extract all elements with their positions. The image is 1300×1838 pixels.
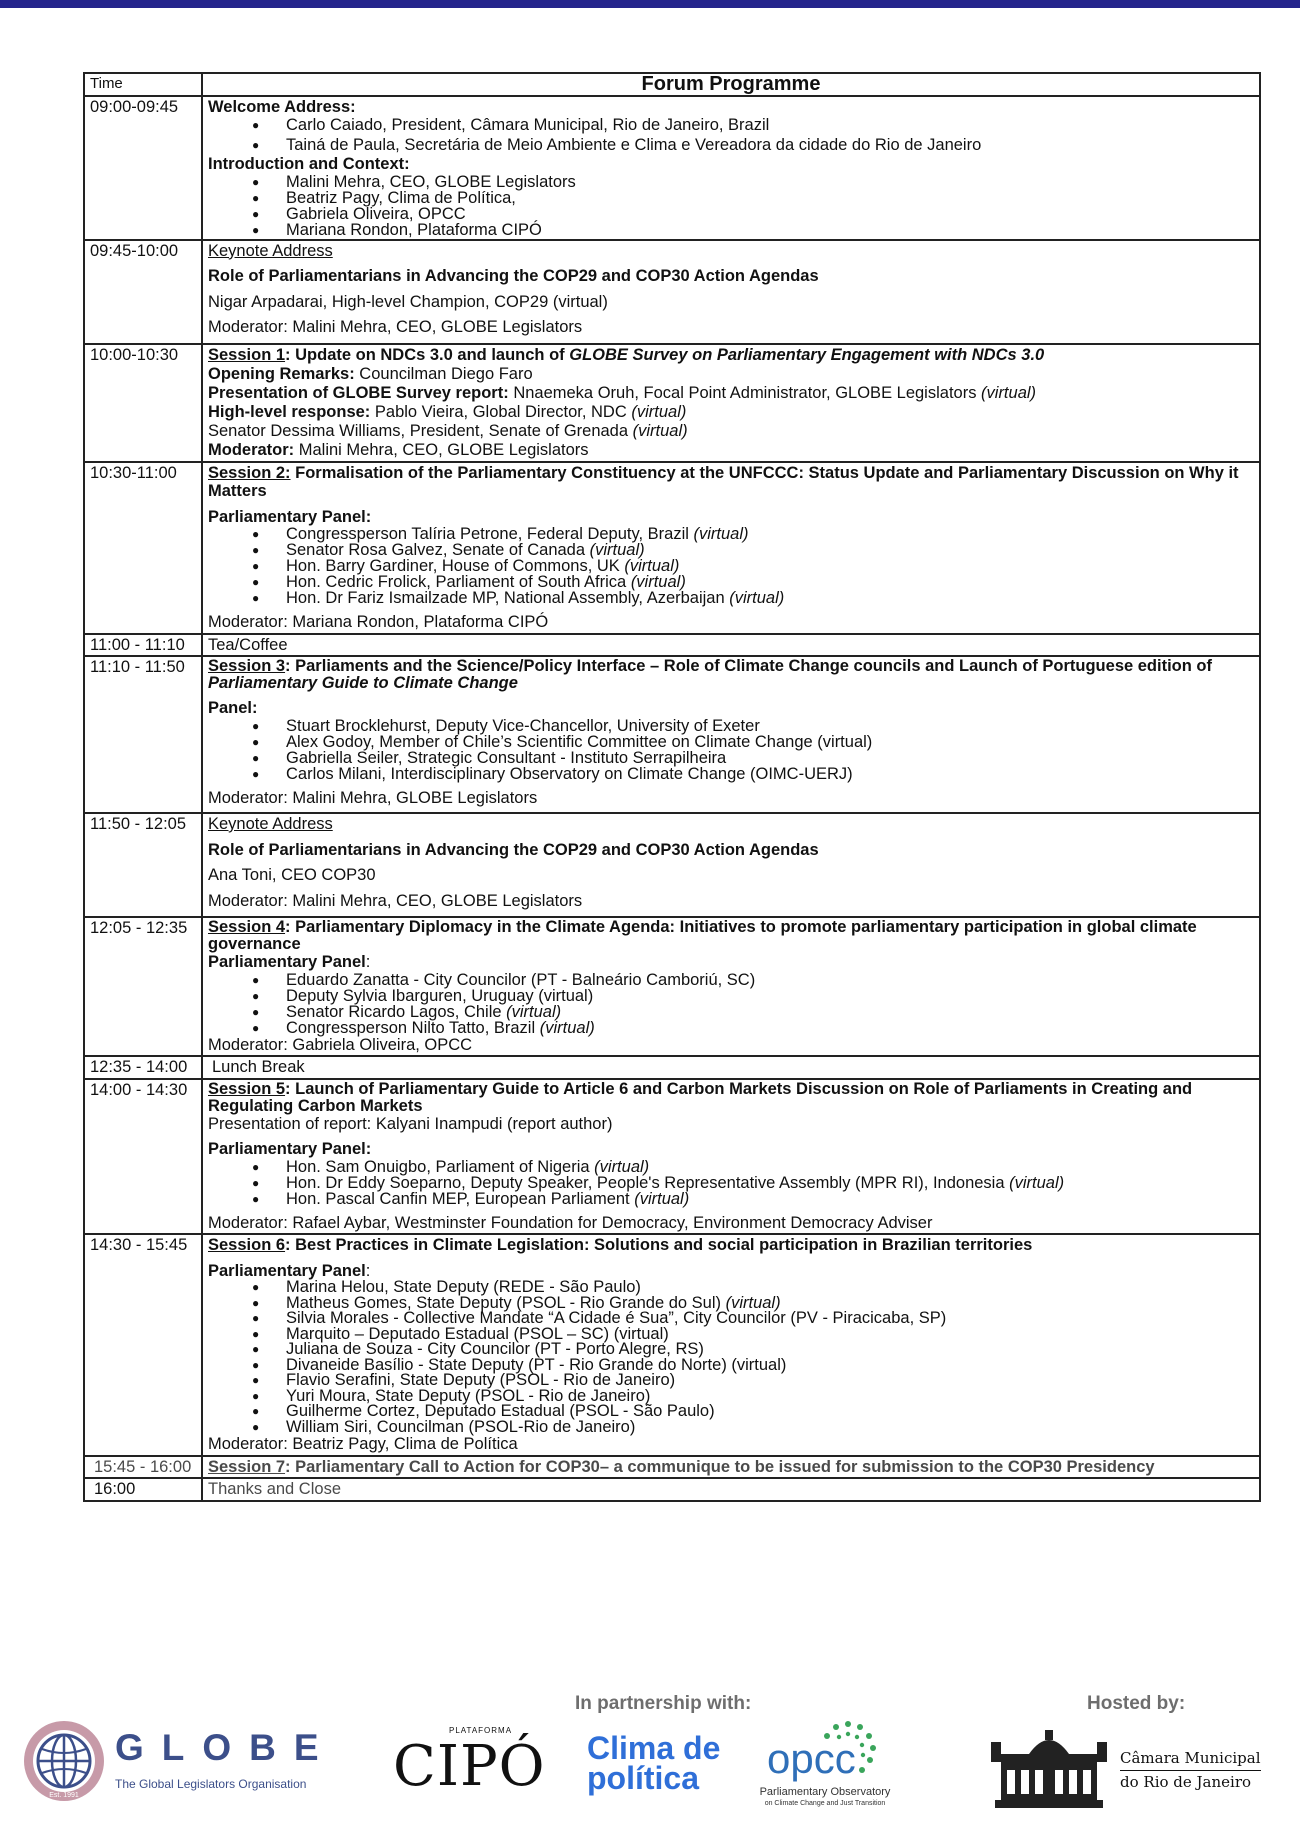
list-item: ● Senator Ricardo Lagos, Chile (virtual) [208,1004,1254,1020]
row-time: 12:35 - 14:00 [84,1056,202,1079]
row-time: 09:00-09:45 [84,96,202,240]
moderator: Moderator: Rafael Aybar, Westminster Foundation for Democracy, Environment Democracy Adviser [208,1213,933,1232]
camara-wordmark: Câmara Municipal do Rio de Janeiro [1120,1747,1261,1794]
table-row [84,1456,1260,1479]
moderator: Moderator: Mariana Rondon, Plataforma CIPÓ [208,613,549,631]
panel-title: Parliamentary Panel: [208,507,372,526]
table-row [84,96,1260,240]
table-row [84,634,1260,657]
row-time: 16:00 [84,1478,202,1501]
cipo-wordmark: CIPÓ [393,1734,546,1799]
list-item: ● Juliana de Souza - City Councilor (PT - Porto Alegre, RS) [208,1342,1254,1358]
top-accent-bar [0,0,1300,8]
panel-list [208,972,1254,1036]
session-label: Session 1 [208,345,286,364]
session-label: Session 3 [208,657,286,675]
welcome-list [208,116,1254,154]
session-title: Session 5: Launch of Parliamentary Guide to Article 6 and Carbon Markets Discussion on Role of Parliaments in Creating and Regulating Carbon Markets [208,1079,1193,1115]
row-time: 11:10 - 11:50 [84,656,202,813]
camara-building-icon [985,1728,1113,1814]
row-time: 09:45-10:00 [84,240,202,344]
time-header: Time [84,73,202,96]
intro-title: Introduction and Context: [208,155,410,173]
session-kind: Keynote Address [208,815,333,833]
list-item: ● Guilherme Cortez, Deputado Estadual (PSOL - São Paulo) [208,1404,1254,1420]
cipo-logo [393,1720,558,1810]
row-time: 15:45 - 16:00 [84,1456,202,1479]
moderator: Moderator: Malini Mehra, CEO, GLOBE Legislators [208,891,583,910]
panel-title: Parliamentary Panel: [208,1140,372,1158]
moderator: Moderator: Malini Mehra, CEO, GLOBE Legislators [208,318,583,336]
list-item: ● Deputy Sylvia Ibarguren, Uruguay (virtual) [208,988,1254,1004]
opcc-wordmark: opcc [767,1735,856,1782]
panel-title: Parliamentary Panel: [208,1261,371,1280]
panel-list [208,1280,1254,1435]
row-content [202,1079,1260,1235]
list-item: ● Hon. Dr Eddy Soeparno, Deputy Speaker, People's Representative Assembly (MPR RI), Indonesia (virtual) [208,1175,1254,1191]
partnership-label: In partnership with: [575,1693,752,1714]
row-content [202,656,1260,813]
list-item: ● Hon. Cedric Frolick, Parliament of South Africa (virtual) [208,574,1254,590]
programme-header: Forum Programme [202,73,1260,96]
list-item: ● Yuri Moura, State Deputy (PSOL - Rio de Janeiro) [208,1389,1254,1405]
list-item: ● Tainá de Paula, Secretária de Meio Ambiente e Clima e Vereadora da cidade do Rio de Janeiro [208,136,1254,155]
list-item: ● Hon. Sam Onuigbo, Parliament of Nigeria (virtual) [208,1159,1254,1175]
panel-list [208,526,1254,606]
list-item: ● Carlos Milani, Interdisciplinary Observatory on Climate Change (OIMC-UERJ) [208,766,1254,782]
session-label: Session 2: [208,463,291,482]
session-label: Session 5 [208,1079,286,1098]
list-item: ● Hon. Dr Fariz Ismailzade MP, National Assembly, Azerbaijan (virtual) [208,590,1254,606]
table-row [84,1079,1260,1235]
footer-logos [0,1665,1300,1838]
list-item: ● Stuart Brocklehurst, Deputy Vice-Chancellor, University of Exeter [208,718,1254,734]
row-time: 12:05 - 12:35 [84,917,202,1056]
list-item: ● Senator Rosa Galvez, Senate of Canada (virtual) [208,542,1254,558]
list-item: ● Hon. Pascal Canfin MEP, European Parliament (virtual) [208,1191,1254,1207]
table-row [84,917,1260,1056]
row-time: 11:50 - 12:05 [84,813,202,917]
globe-tagline: The Global Legislators Organisation [115,1777,307,1791]
list-item: ● Marina Helou, State Deputy (REDE - São Paulo) [208,1280,1254,1296]
table-row [84,240,1260,344]
list-item: ● Flavio Serafini, State Deputy (PSOL - Rio de Janeiro) [208,1373,1254,1389]
row-time: 11:00 - 11:10 [84,634,202,657]
session-title: Session 2: Formalisation of the Parliamentary Constituency at the UNFCCC: Status Update and Parliamentary Discussion on Why it Matters [208,463,1239,500]
session-title: Session 4: Parliamentary Diplomacy in the Climate Agenda: Initiatives to promote parliamentary participation in global climate governance [208,918,1197,953]
moderator: Moderator: Beatriz Pagy, Clima de Política [208,1435,518,1453]
globe-logo [22,1717,337,1807]
session-title: Session 6: Best Practices in Climate Legislation: Solutions and social participation in Brazilian territories [208,1236,1033,1254]
row-content: Lunch Break [202,1056,1260,1079]
opening-remarks: Opening Remarks: Councilman Diego Faro [208,364,533,383]
panel-title: Panel: [208,699,258,717]
clima-de-politica-logo [587,1730,737,1813]
survey-title: GLOBE Survey on Parliamentary Engagement with NDCs 3.0 [569,345,1045,364]
table-row [84,344,1260,462]
speaker: Nigar Arpadarai, High-level Champion, COP29 (virtual) [208,292,608,311]
list-item: ● Silvia Morales - Collective Mandate “A Cidade é Sua”, City Councilor (PV - Piracicaba, SP) [208,1311,1254,1327]
session-label: Session 6 [208,1236,286,1254]
opcc-logo [755,1720,925,1820]
camara-logo [985,1720,1275,1820]
list-item: ● Carlo Caiado, President, Câmara Municipal, Rio de Janeiro, Brazil [208,116,1254,135]
list-item: ● Marquito – Deputado Estadual (PSOL – SC) (virtual) [208,1327,1254,1343]
opcc-subtitle: Parliamentary Observatory on Climate Change and Just Transition [759,1786,891,1807]
list-item: ● Matheus Gomes, State Deputy (PSOL - Rio Grande do Sul) (virtual) [208,1296,1254,1312]
row-content [202,96,1260,240]
svg-text:Est. 1991: Est. 1991 [49,1792,79,1799]
table-row [84,1234,1260,1456]
session-title: Session 3: Parliaments and the Science/Policy Interface – Role of Climate Change councils and Launch of Portuguese edition of Parliamentary Guide to Climate Change [208,657,1212,692]
session-title: Session 7: Parliamentary Call to Action for COP30– a communique to be issued for submission to the COP30 Presidency [208,1457,1155,1476]
panel-list [208,1159,1254,1207]
row-content [202,462,1260,634]
header-row [84,73,1260,96]
presentation: Presentation of report: Kalyani Inampudi (report author) [208,1114,613,1133]
cipo-plataforma: PLATAFORMA [449,1726,513,1735]
table-row [84,462,1260,634]
list-item: ● Gabriella Seiler, Strategic Consultant - Instituto Serrapilheira [208,750,1254,766]
list-item: ● Divaneide Basílio - State Deputy (PT - Rio Grande do Norte) (virtual) [208,1358,1254,1374]
list-item: ● Eduardo Zanatta - City Councilor (PT - Balneário Camboriú, SC) [208,972,1254,988]
speaker: Ana Toni, CEO COP30 [208,866,376,884]
clima-line2: política [587,1760,700,1796]
high-level-response: High-level response: Pablo Vieira, Global Director, NDC (virtual) [208,402,687,421]
list-item: ● Alex Godoy, Member of Chile’s Scientific Committee on Climate Change (virtual) [208,734,1254,750]
welcome-title: Welcome Address: [208,97,356,116]
globe-seal-icon [22,1719,106,1803]
panel-title: Parliamentary Panel: [208,953,371,971]
row-content [202,813,1260,917]
row-content [202,1456,1260,1479]
presentation: Presentation of GLOBE Survey report: Nnaemeka Oruh, Focal Point Administrator, GLOBE Legislators (virtual) [208,383,1037,402]
hosted-by-label: Hosted by: [1087,1693,1186,1714]
session-label: Session 4 [208,918,286,936]
list-item: ● Gabriela Oliveira, OPCC [208,206,1254,222]
list-item: ● Congressperson Talíria Petrone, Federal Deputy, Brazil (virtual) [208,526,1254,542]
row-content: Tea/Coffee [202,634,1260,657]
table-row [84,1056,1260,1079]
intro-list [208,174,1254,238]
list-item: ● Mariana Rondon, Plataforma CIPÓ [208,222,1254,238]
moderator: Moderator: Malini Mehra, GLOBE Legislators [208,788,538,807]
table-row [84,813,1260,917]
row-time: 10:30-11:00 [84,462,202,634]
list-item: ● Malini Mehra, CEO, GLOBE Legislators [208,174,1254,190]
row-content [202,1234,1260,1456]
row-content [202,240,1260,344]
list-item: ● Beatriz Pagy, Clima de Política, [208,190,1254,206]
senator-speaker: Senator Dessima Williams, President, Senate of Grenada (virtual) [208,421,688,440]
list-item: ● William Siri, Councilman (PSOL-Rio de Janeiro) [208,1420,1254,1436]
moderator: Moderator: Malini Mehra, CEO, GLOBE Legislators [208,440,589,459]
row-time: 14:00 - 14:30 [84,1079,202,1235]
session-kind: Keynote Address [208,241,333,260]
clima-line1: Clima de [587,1730,721,1766]
table-row [84,656,1260,813]
session-label: Session 7 [208,1457,286,1476]
session-title: Role of Parliamentarians in Advancing the COP29 and COP30 Action Agendas [208,840,819,859]
row-content [202,917,1260,1056]
list-item: ● Congressperson Nilto Tatto, Brazil (virtual) [208,1020,1254,1036]
session-title: Role of Parliamentarians in Advancing the COP29 and COP30 Action Agendas [208,267,819,285]
session-title: Session 1: Update on NDCs 3.0 and launch of GLOBE Survey on Parliamentary Engagement with NDCs 3.0 [208,345,1045,364]
globe-wordmark: GLOBE [115,1727,337,1768]
row-time: 10:00-10:30 [84,344,202,462]
panel-list [208,718,1254,782]
row-time: 14:30 - 15:45 [84,1234,202,1456]
row-content [202,344,1260,462]
row-content: Thanks and Close [202,1478,1260,1501]
table-row [84,1478,1260,1501]
programme-table [83,72,1261,1502]
list-item: ● Hon. Barry Gardiner, House of Commons, UK (virtual) [208,558,1254,574]
moderator: Moderator: Gabriela Oliveira, OPCC [208,1035,473,1054]
